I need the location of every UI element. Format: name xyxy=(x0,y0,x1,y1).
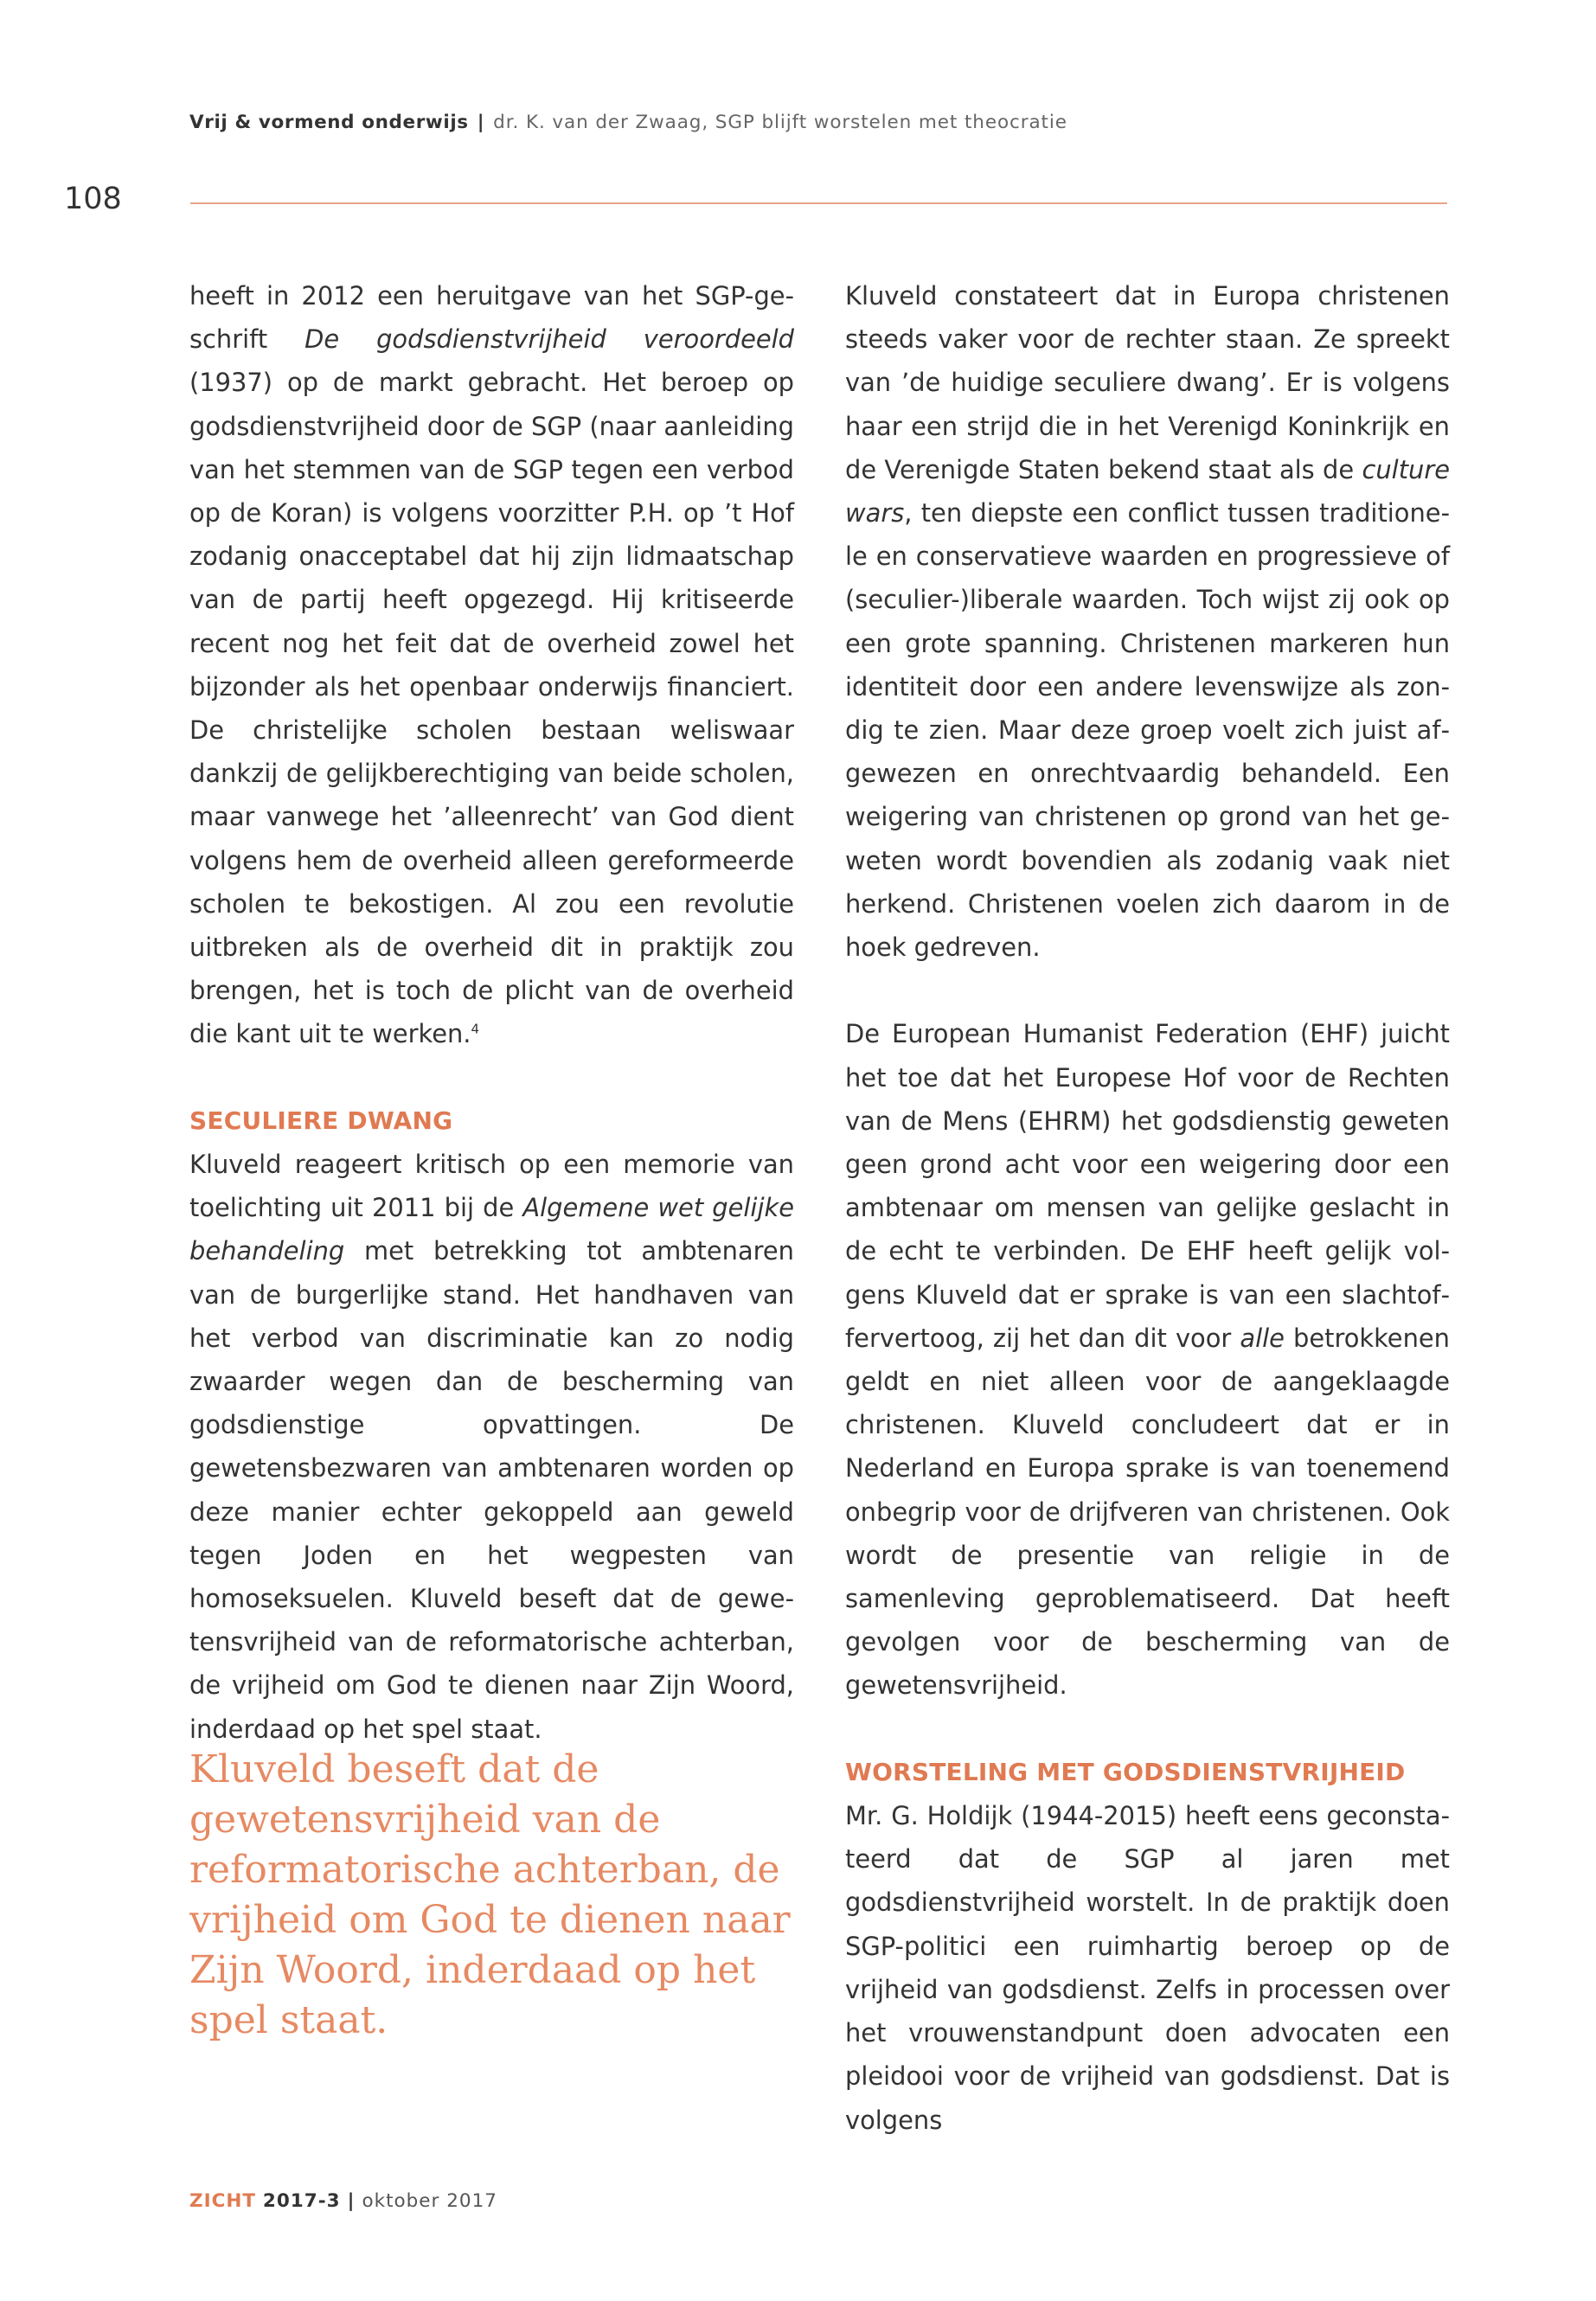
header-rule xyxy=(190,202,1447,204)
paragraph: Kluveld reageert kritisch op een memorie van toelichting uit 2011 bij de Algemene wet gelijke behandeling met betrekking tot ambtenaren van de burgerlijke stand. Het handhaven van het verbod van discriminatie kan zo nodig zwaarder wegen dan de bescherming van godsdienstige opvattingen. De gewetensbezwaren van ambtenaren worden op deze manier echter gekoppeld aan geweld tegen Joden en het wegpesten van homoseksuelen. Kluveld beseft dat de gewetensvrijheid van de reformatorische achterban, de vrijheid om God te dienen naar Zijn Woord, inderdaad op het spel staat. xyxy=(189,1150,794,1744)
section-heading: WORSTELING MET GODSDIENSTVRIJHEID xyxy=(845,1757,1406,1786)
footer-separator: | xyxy=(347,2190,356,2212)
footer xyxy=(189,2190,497,2212)
right-column xyxy=(845,274,1450,2142)
page-number: 108 xyxy=(64,182,122,216)
header-separator: | xyxy=(477,112,485,133)
section-heading: SECULIERE DWANG xyxy=(189,1106,453,1135)
pull-quote: Kluveld beseft dat de gewetensvrijheid van de reformatorische achterban, de vrijheid om God te dienen naar Zijn Woord, inderdaad op het spel staat. xyxy=(189,1747,791,2042)
article-subtitle: dr. K. van der Zwaag, SGP blijft worstelen met theocratie xyxy=(493,112,1067,133)
issue-date: oktober 2017 xyxy=(362,2190,497,2212)
left-column xyxy=(189,274,794,1751)
paragraph: Kluveld constateert dat in Europa christenen steeds vaker voor de rechter staan. Ze spreekt van ’de huidige seculiere dwang’. Er is volgens haar een strijd die in het Verenigd Koninkrijk en de Verenigde Staten bekend staat als de culture wars, ten diepste een conflict tussen traditionele en conservatieve waarden en progressieve of (seculier-)liberale waarden. Toch wijst zij ook op een grote spanning. Christenen markeren hun identiteit door een andere levenswijze als zondig te zien. Maar deze groep voelt zich juist afgewezen en onrechtvaardig behandeld. Een weigering van christenen op grond van het geweten wordt bovendien als zodanig vaak niet herkend. Christenen voelen zich daarom in de hoek gedreven. xyxy=(845,281,1450,963)
magazine-name: ZICHT xyxy=(189,2190,257,2212)
section-title: Vrij & vormend onderwijs xyxy=(189,112,469,133)
paragraph: heeft in 2012 een heruitgave van het SGP-geschrift De godsdienstvrijheid veroordeeld (1937) op de markt gebracht. Het beroep op godsdienstvrijheid door de SGP (naar aanleiding van het stemmen van de SGP tegen een verbod op de Koran) is volgens voorzitter P.H. op ’t Hof zodanig onacceptabel dat hij zijn lidmaatschap van de partij heeft opgezegd. Hij kritiseerde recent nog het feit dat de overheid zowel het bijzonder als het openbaar onderwijs financiert. De christelijke scholen bestaan weliswaar dankzij de gelijkberechtiging van beide scholen, maar vanwege het ’alleenrecht’ van God dient volgens hem de overheid alleen gereformeerde scholen te bekostigen. Al zou een revolutie uitbreken als de overheid dit in praktijk zou brengen, het is toch de plicht van de overheid die kant uit te werken.$^4$ xyxy=(189,281,794,1049)
footnote-marker: 4 xyxy=(471,1021,480,1037)
issue-number: 2017-3 xyxy=(262,2190,341,2212)
paragraph: De European Humanist Federation (EHF) juicht het toe dat het Europese Hof voor de Rechten van de Mens (EHRM) het godsdienstig geweten geen grond acht voor een weigering door een ambtenaar om mensen van gelijke geslacht in de echt te verbinden. De EHF heeft gelijk volgens Kluveld dat er sprake is van een slachtoffervertoog, zij het dan dit voor alle betrokkenen geldt en niet alleen voor de aangeklaagde christenen. Kluveld concludeert dat er in Nederland en Europa sprake is van toenemend onbegrip voor de drijfveren van christenen. Ook wordt de presentie van religie in de samenleving geproblematiseerd. Dat heeft gevolgen voor de bescherming van de gewetensvrijheid. xyxy=(845,1019,1450,1701)
running-header xyxy=(189,112,1067,133)
paragraph: Mr. G. Holdijk (1944-2015) heeft eens geconstateerd dat de SGP al jaren met godsdienstvrijheid worstelt. In de praktijk doen SGP-politici een ruimhartig beroep op de vrijheid van godsdienst. Zelfs in processen over het vrouwenstandpunt doen advocaten een pleidooi voor de vrijheid van godsdienst. Dat is volgens xyxy=(845,1801,1450,2135)
